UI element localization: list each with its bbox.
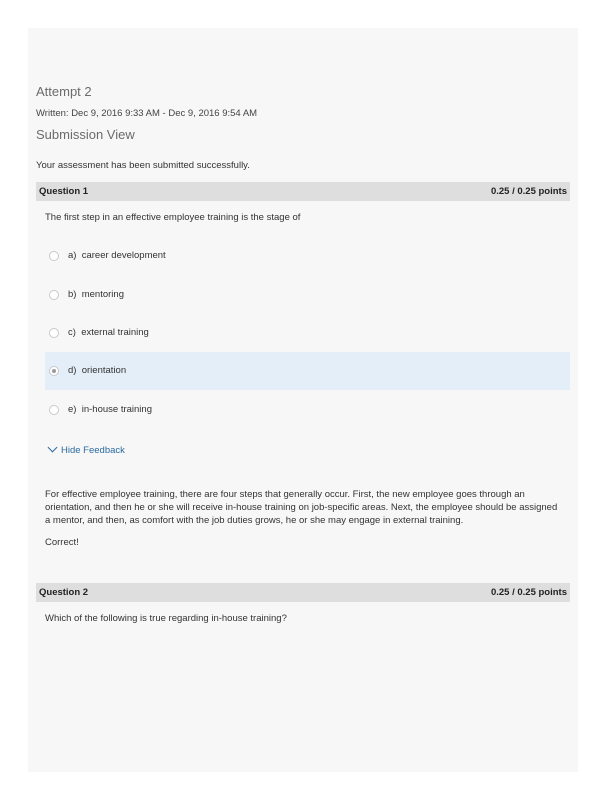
option-e-text: in-house training (81, 404, 152, 415)
assessment-page (28, 28, 578, 772)
option-a-text: career development (81, 250, 166, 261)
hide-feedback-label: Hide Feedback (61, 445, 125, 456)
question-2-header (36, 583, 570, 602)
option-d[interactable] (45, 352, 570, 390)
radio-e[interactable] (49, 405, 59, 415)
radio-selected-dot (52, 369, 56, 373)
option-e[interactable] (45, 391, 570, 429)
question-2-text: Which of the following is true regarding in-house training? (45, 613, 287, 624)
hide-feedback-link[interactable] (47, 445, 125, 456)
option-b-text: mentoring (81, 289, 124, 300)
question-1-header (36, 182, 570, 201)
radio-b[interactable] (49, 290, 59, 300)
result-text: Correct! (45, 537, 79, 548)
option-b-letter: b) (68, 289, 77, 300)
option-c[interactable] (45, 314, 570, 352)
option-a-letter: a) (68, 250, 77, 261)
option-d-letter: d) (68, 365, 77, 376)
option-d-text: orientation (81, 365, 127, 376)
question-2-label: Question 2 (39, 587, 89, 598)
option-c-text: external training (81, 327, 149, 338)
attempt-title: Attempt 2 (36, 84, 92, 99)
radio-d[interactable] (49, 366, 59, 376)
question-1-points: 0.25 / 0.25 points (490, 186, 567, 197)
feedback-text: For effective employee training, there are four steps that generally occur. First, the new employee goes through an orientation, and then he or she will receive in-house training on job-specific areas. Next, the employee should be assigned a mentor, and then, as comfort with the job duties grows, he or she may engage in external training. (45, 489, 558, 526)
chevron-down-icon (48, 443, 58, 453)
radio-a[interactable] (49, 251, 59, 261)
question-2-points: 0.25 / 0.25 points (490, 587, 567, 598)
submitted-message: Your assessment has been submitted successfully. (36, 160, 250, 171)
option-c-letter: c) (68, 327, 76, 338)
written-timestamp: Written: Dec 9, 2016 9:33 AM - Dec 9, 2016 9:54 AM (36, 108, 258, 119)
submission-view-heading: Submission View (36, 127, 135, 142)
radio-c[interactable] (49, 328, 59, 338)
option-a[interactable] (45, 237, 570, 275)
question-1-text: The first step in an effective employee training is the stage of (45, 212, 301, 223)
question-1-label: Question 1 (39, 186, 89, 197)
option-e-letter: e) (68, 404, 77, 415)
option-b[interactable] (45, 276, 570, 314)
